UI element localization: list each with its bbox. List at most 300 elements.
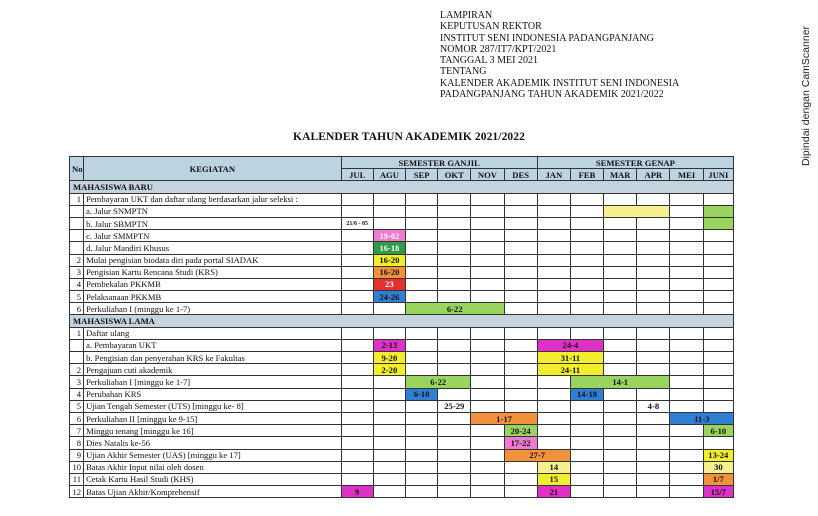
empty-month-cell [341, 461, 373, 473]
schedule-cell [703, 217, 733, 229]
table-row [70, 412, 734, 424]
academic-calendar-table [69, 156, 734, 514]
row-number: 2 [70, 254, 84, 266]
empty-month-cell [405, 291, 437, 303]
empty-month-cell [504, 278, 537, 290]
row-number: 11 [70, 473, 84, 485]
empty-month-cell [637, 291, 670, 303]
schedule-cell: 15/7 [703, 486, 733, 498]
month-header-mei: MEI [670, 169, 703, 181]
empty-month-cell [570, 242, 603, 254]
empty-month-cell [405, 339, 437, 351]
column-activity-header: KEGIATAN [84, 157, 342, 181]
empty-month-cell [405, 278, 437, 290]
month-header-nov: NOV [471, 169, 504, 181]
row-number: 12 [70, 486, 84, 498]
header-row-semester [70, 157, 734, 169]
empty-month-cell [670, 388, 703, 400]
table-row [70, 388, 734, 400]
empty-month-cell [670, 230, 703, 242]
month-header-feb: FEB [570, 169, 603, 181]
activity-label: a. Pembayaran UKT [84, 339, 342, 351]
empty-month-cell [373, 376, 405, 388]
schedule-cell: 27-7 [504, 449, 570, 461]
activity-label: Batas Akhir Input nilai oleh dosen [84, 461, 342, 473]
activity-label: Dies Natalis ke-56 [84, 437, 342, 449]
table-row [70, 217, 734, 229]
empty-month-cell [373, 217, 405, 229]
empty-month-cell [438, 412, 471, 424]
month-header-sep: SEP [405, 169, 437, 181]
empty-month-cell [471, 242, 504, 254]
schedule-cell: 16-18 [373, 242, 405, 254]
empty-month-cell [504, 217, 537, 229]
empty-month-cell [604, 217, 637, 229]
schedule-cell: 24-4 [537, 339, 603, 351]
table-row [70, 364, 734, 376]
empty-month-cell [373, 400, 405, 412]
empty-month-cell [570, 217, 603, 229]
empty-month-cell [604, 461, 637, 473]
row-number: 1 [70, 327, 84, 339]
empty-month-cell [471, 364, 504, 376]
empty-month-cell [604, 291, 637, 303]
table-row [70, 486, 734, 498]
activity-label: Pembekalan PKKMB [84, 278, 342, 290]
empty-month-cell [438, 242, 471, 254]
table-row [70, 449, 734, 461]
empty-month-cell [604, 266, 637, 278]
row-number: 6 [70, 412, 84, 424]
empty-month-cell [504, 400, 537, 412]
activity-label: Batas Ujian Akhir/Komprehensif [84, 486, 342, 498]
empty-month-cell [604, 486, 637, 498]
empty-month-cell [373, 486, 405, 498]
empty-month-cell [570, 486, 603, 498]
month-header-mar: MAR [604, 169, 637, 181]
empty-month-cell [438, 278, 471, 290]
activity-label: Pengisian Kartu Rencana Studi (KRS) [84, 266, 342, 278]
empty-month-cell [703, 303, 733, 315]
empty-month-cell [504, 461, 537, 473]
empty-month-cell [537, 412, 570, 424]
empty-month-cell [471, 291, 504, 303]
schedule-cell: 24-26 [373, 291, 405, 303]
empty-month-cell [373, 449, 405, 461]
empty-month-cell [504, 205, 537, 217]
empty-month-cell [471, 230, 504, 242]
row-number: 10 [70, 461, 84, 473]
empty-month-cell [438, 291, 471, 303]
empty-month-cell [570, 412, 603, 424]
empty-month-cell [637, 486, 670, 498]
schedule-cell: 23 [373, 278, 405, 290]
schedule-cell: 2-20 [373, 364, 405, 376]
empty-month-cell [341, 266, 373, 278]
empty-month-cell [604, 327, 637, 339]
empty-month-cell [504, 230, 537, 242]
row-number: 2 [70, 364, 84, 376]
empty-month-cell [703, 291, 733, 303]
activity-label: Minggu tenang [minggu ke 16] [84, 425, 342, 437]
empty-month-cell [405, 230, 437, 242]
empty-month-cell [604, 364, 637, 376]
schedule-cell: 4-8 [637, 400, 670, 412]
decree-header-line: TENTANG [440, 66, 487, 78]
schedule-cell: 19-02 [373, 230, 405, 242]
empty-month-cell [670, 437, 703, 449]
table-row [70, 461, 734, 473]
decree-header-line: LAMPIRAN [440, 10, 493, 21]
activity-label: Perkuliahan I [minggu ke 1-7] [84, 376, 342, 388]
empty-month-cell [504, 291, 537, 303]
schedule-cell: 11-3 [670, 412, 734, 424]
empty-month-cell [341, 352, 373, 364]
empty-month-cell [471, 352, 504, 364]
empty-month-cell [703, 388, 733, 400]
empty-month-cell [537, 193, 570, 205]
empty-month-cell [405, 486, 437, 498]
empty-month-cell [670, 486, 703, 498]
schedule-cell: 2-13 [373, 339, 405, 351]
schedule-cell: 1/7 [703, 473, 733, 485]
empty-month-cell [570, 278, 603, 290]
empty-month-cell [570, 449, 603, 461]
activity-label: Perkuliahan II [minggu ke 9-15] [84, 412, 342, 424]
row-number: 4 [70, 388, 84, 400]
schedule-cell: 6-10 [405, 388, 437, 400]
empty-month-cell [670, 254, 703, 266]
schedule-cell: 9 [341, 486, 373, 498]
month-header-des: DES [504, 169, 537, 181]
empty-month-cell [703, 339, 733, 351]
empty-month-cell [373, 461, 405, 473]
table-row [70, 230, 734, 242]
schedule-cell: 21 [537, 486, 570, 498]
empty-month-cell [504, 388, 537, 400]
decree-header-line: KALENDER AKADEMIK INSTITUT SENI INDONESIA [440, 77, 680, 89]
schedule-cell: 17-22 [504, 437, 537, 449]
empty-month-cell [471, 400, 504, 412]
empty-month-cell [604, 339, 637, 351]
empty-month-cell [341, 412, 373, 424]
empty-month-cell [405, 193, 437, 205]
empty-month-cell [637, 327, 670, 339]
empty-month-cell [341, 376, 373, 388]
empty-month-cell [471, 473, 504, 485]
empty-month-cell [504, 266, 537, 278]
empty-month-cell [341, 278, 373, 290]
row-number [70, 339, 84, 351]
empty-month-cell [637, 461, 670, 473]
empty-month-cell [438, 437, 471, 449]
empty-month-cell [604, 303, 637, 315]
empty-month-cell [670, 376, 703, 388]
empty-month-cell [670, 193, 703, 205]
schedule-cell: 16-20 [373, 254, 405, 266]
schedule-cell: 9-20 [373, 352, 405, 364]
empty-month-cell [504, 242, 537, 254]
empty-month-cell [670, 291, 703, 303]
empty-month-cell [604, 437, 637, 449]
empty-month-cell [670, 473, 703, 485]
empty-month-cell [670, 400, 703, 412]
month-header-okt: OKT [438, 169, 471, 181]
table-row [70, 400, 734, 412]
schedule-cell: 31-11 [537, 352, 603, 364]
activity-label: b. Jalur SBMPTN [84, 217, 342, 229]
empty-month-cell [438, 461, 471, 473]
empty-month-cell [341, 205, 373, 217]
empty-month-cell [438, 425, 471, 437]
empty-month-cell [670, 205, 703, 217]
table-row [70, 266, 734, 278]
empty-month-cell [570, 205, 603, 217]
empty-month-cell [570, 473, 603, 485]
empty-month-cell [373, 412, 405, 424]
row-number [70, 352, 84, 364]
section-row [70, 181, 734, 193]
schedule-cell: 14-18 [570, 388, 603, 400]
empty-month-cell [504, 339, 537, 351]
empty-month-cell [637, 449, 670, 461]
empty-month-cell [703, 254, 733, 266]
empty-month-cell [570, 291, 603, 303]
empty-month-cell [438, 266, 471, 278]
empty-month-cell [637, 412, 670, 424]
empty-month-cell [670, 327, 703, 339]
row-number [70, 230, 84, 242]
empty-month-cell [504, 473, 537, 485]
schedule-cell: 1-17 [471, 412, 537, 424]
empty-month-cell [637, 193, 670, 205]
empty-month-cell [670, 425, 703, 437]
empty-month-cell [703, 230, 733, 242]
decree-header-line: KEPUTUSAN REKTOR [440, 21, 542, 33]
empty-month-cell [341, 242, 373, 254]
empty-month-cell [471, 278, 504, 290]
row-number: 8 [70, 437, 84, 449]
row-number: 5 [70, 400, 84, 412]
empty-month-cell [703, 364, 733, 376]
empty-month-cell [637, 473, 670, 485]
empty-month-cell [537, 278, 570, 290]
empty-month-cell [570, 437, 603, 449]
empty-month-cell [373, 437, 405, 449]
empty-month-cell [670, 242, 703, 254]
empty-month-cell [537, 437, 570, 449]
empty-month-cell [341, 364, 373, 376]
schedule-cell: 16-20 [373, 266, 405, 278]
schedule-cell: 6-22 [405, 303, 504, 315]
empty-month-cell [504, 486, 537, 498]
empty-month-cell [471, 205, 504, 217]
schedule-cell: 6-10 [703, 425, 733, 437]
empty-month-cell [438, 217, 471, 229]
empty-month-cell [405, 327, 437, 339]
empty-month-cell [637, 437, 670, 449]
empty-month-cell [604, 473, 637, 485]
empty-month-cell [405, 425, 437, 437]
schedule-cell: 6-22 [405, 376, 470, 388]
schedule-cell: 21/6 - 05 [341, 217, 373, 229]
decree-header-line: TANGGAL 3 MEI 2021 [440, 55, 538, 67]
empty-month-cell [471, 461, 504, 473]
empty-month-cell [604, 388, 637, 400]
empty-month-cell [537, 303, 570, 315]
empty-month-cell [670, 339, 703, 351]
empty-month-cell [471, 193, 504, 205]
schedule-cell [703, 205, 733, 217]
empty-month-cell [537, 327, 570, 339]
empty-month-cell [438, 473, 471, 485]
empty-month-cell [471, 388, 504, 400]
empty-month-cell [537, 376, 570, 388]
empty-month-cell [373, 473, 405, 485]
activity-label: Daftar ulang [84, 327, 342, 339]
row-number: 6 [70, 303, 84, 315]
empty-month-cell [604, 254, 637, 266]
activity-label: a. Jalur SNMPTN [84, 205, 342, 217]
empty-month-cell [637, 388, 670, 400]
section-title: MAHASISWA BARU [70, 181, 734, 193]
empty-month-cell [604, 242, 637, 254]
empty-month-cell [637, 217, 670, 229]
schedule-cell [604, 205, 670, 217]
empty-month-cell [373, 388, 405, 400]
empty-month-cell [438, 364, 471, 376]
empty-month-cell [438, 339, 471, 351]
empty-month-cell [570, 193, 603, 205]
decree-header-line: INSTITUT SENI INDONESIA PADANGPANJANG [440, 32, 654, 44]
month-header-juni: JUNI [703, 169, 733, 181]
table-row [70, 193, 734, 205]
activity-label: Ujian Tengah Semester (UTS) [minggu ke- 8] [84, 400, 342, 412]
empty-month-cell [537, 205, 570, 217]
empty-month-cell [570, 461, 603, 473]
activity-label: b. Pengisian dan penyerahan KRS ke Fakultas [84, 352, 342, 364]
empty-month-cell [537, 266, 570, 278]
empty-month-cell [570, 303, 603, 315]
empty-month-cell [405, 254, 437, 266]
empty-month-cell [471, 339, 504, 351]
table-row [70, 352, 734, 364]
row-number: 3 [70, 376, 84, 388]
empty-month-cell [405, 449, 437, 461]
month-header-jul: JUL [341, 169, 373, 181]
empty-month-cell [637, 278, 670, 290]
empty-month-cell [604, 425, 637, 437]
empty-month-cell [504, 254, 537, 266]
section-title: MAHASISWA LAMA [70, 315, 734, 327]
empty-month-cell [405, 473, 437, 485]
empty-month-cell [438, 352, 471, 364]
empty-month-cell [471, 449, 504, 461]
empty-month-cell [703, 400, 733, 412]
empty-month-cell [670, 278, 703, 290]
activity-label: Perubahan KRS [84, 388, 342, 400]
empty-month-cell [703, 266, 733, 278]
decree-header [440, 10, 770, 100]
activity-label: Pelaksanaan PKKMB [84, 291, 342, 303]
activity-label: Perkuliahan I (minggu ke 1-7) [84, 303, 342, 315]
empty-month-cell [405, 217, 437, 229]
table-row [70, 376, 734, 388]
empty-month-cell [637, 230, 670, 242]
semester-odd-header: SEMESTER GANJIL [341, 157, 537, 169]
empty-month-cell [703, 376, 733, 388]
empty-month-cell [405, 400, 437, 412]
empty-month-cell [438, 254, 471, 266]
empty-month-cell [504, 352, 537, 364]
empty-month-cell [405, 461, 437, 473]
empty-month-cell [670, 461, 703, 473]
activity-label: Pembayaran UKT dan daftar ulang berdasarkan jalur seleksi : [84, 193, 342, 205]
empty-month-cell [537, 425, 570, 437]
schedule-cell: 25-29 [438, 400, 471, 412]
scanner-watermark-text: Dipindai dengan CamScanner [800, 25, 812, 167]
table-row [70, 254, 734, 266]
empty-month-cell [537, 388, 570, 400]
empty-month-cell [438, 193, 471, 205]
empty-month-cell [670, 266, 703, 278]
empty-month-cell [471, 425, 504, 437]
empty-month-cell [341, 291, 373, 303]
empty-month-cell [604, 278, 637, 290]
empty-month-cell [341, 339, 373, 351]
schedule-cell: 13-24 [703, 449, 733, 461]
activity-label: Cetak Kartu Hasil Studi (KHS) [84, 473, 342, 485]
empty-month-cell [471, 327, 504, 339]
empty-month-cell [373, 425, 405, 437]
schedule-cell: 20-24 [504, 425, 537, 437]
empty-month-cell [570, 327, 603, 339]
empty-month-cell [670, 217, 703, 229]
empty-month-cell [637, 242, 670, 254]
empty-month-cell [637, 364, 670, 376]
empty-month-cell [504, 376, 537, 388]
empty-month-cell [637, 266, 670, 278]
empty-month-cell [703, 352, 733, 364]
empty-month-cell [471, 376, 504, 388]
schedule-cell: 24-11 [537, 364, 603, 376]
table-row [70, 278, 734, 290]
schedule-cell: 14-1 [570, 376, 670, 388]
empty-month-cell [703, 437, 733, 449]
empty-month-cell [537, 217, 570, 229]
empty-month-cell [570, 254, 603, 266]
empty-month-cell [341, 388, 373, 400]
section-row [70, 315, 734, 327]
empty-month-cell [405, 205, 437, 217]
empty-month-cell [405, 266, 437, 278]
row-number [70, 217, 84, 229]
empty-month-cell [471, 486, 504, 498]
empty-month-cell [373, 327, 405, 339]
table-row [70, 242, 734, 254]
empty-month-cell [373, 303, 405, 315]
empty-month-cell [670, 364, 703, 376]
empty-month-cell [703, 278, 733, 290]
empty-month-cell [604, 400, 637, 412]
empty-month-cell [438, 230, 471, 242]
empty-month-cell [341, 254, 373, 266]
empty-month-cell [405, 412, 437, 424]
row-number: 7 [70, 425, 84, 437]
activity-label: Ujian Akhir Semester (UAS) [minggu ke 17] [84, 449, 342, 461]
row-number: 1 [70, 193, 84, 205]
empty-month-cell [471, 266, 504, 278]
